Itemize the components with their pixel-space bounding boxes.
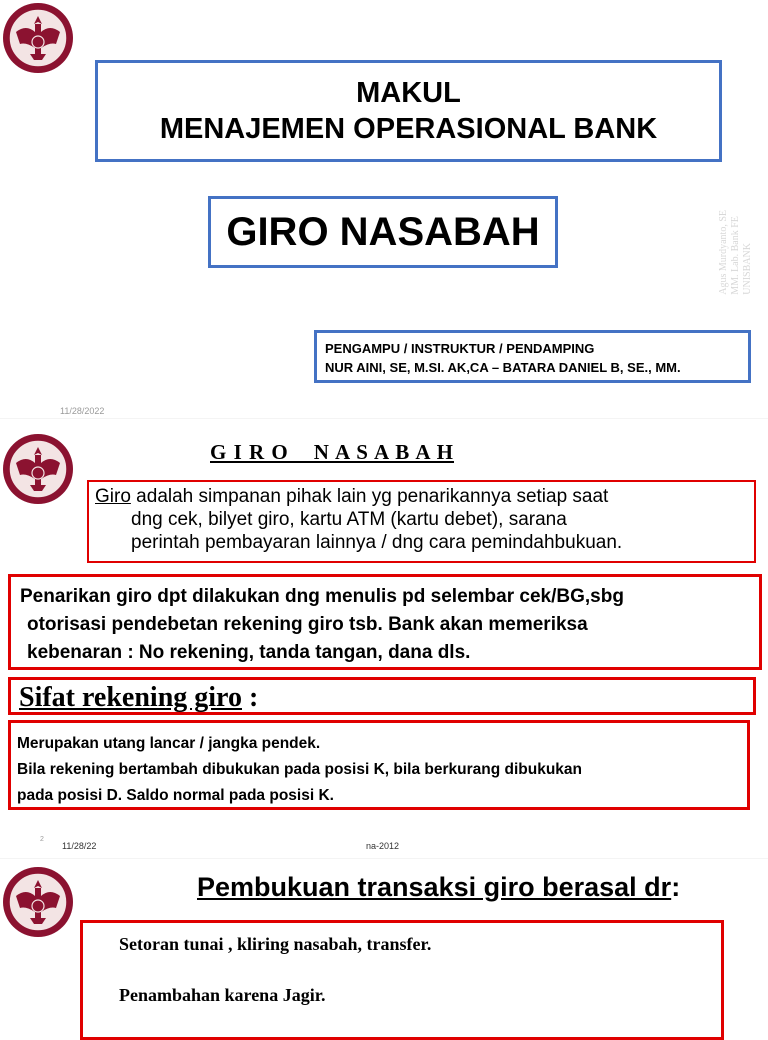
topic-title: GIRO NASABAH — [226, 209, 540, 254]
author-watermark: Agus Murdyanto, SE MM. Lab. Bank FE UNISBANK — [718, 210, 753, 295]
slide-divider — [0, 418, 768, 419]
course-title-box — [95, 60, 722, 162]
slide2-date: 11/28/22 — [62, 841, 97, 851]
penarikan-line1: Penarikan giro dpt dilakukan dng menulis pd selembar cek/BG,sbg — [20, 586, 624, 607]
slide2-footer: na-2012 — [366, 841, 400, 851]
topic-title-box — [208, 196, 558, 268]
penarikan-line2: otorisasi pendebetan rekening giro tsb. Bank akan memeriksa — [27, 614, 588, 635]
slide-divider — [0, 858, 768, 859]
penarikan-box — [8, 574, 762, 670]
sifat-colon: : — [241, 682, 259, 713]
giro-definition-box — [87, 480, 756, 563]
giro-definition-line2: dng cek, bilyet giro, kartu ATM (kartu debet), sarana — [131, 509, 567, 530]
slide2-heading: G I R O N A S A B A H — [210, 440, 454, 464]
instructor-label: PENGAMPU / INSTRUKTUR / PENDAMPING — [325, 341, 595, 356]
instructor-box — [314, 330, 751, 383]
giro-definition-text: adalah simpanan pihak lain yg penarikannya setiap saat — [130, 486, 609, 507]
giro-definition-line3: perintah pembayaran lainnya / dng cara pemindahbukuan. — [131, 532, 623, 553]
pembukuan-box — [80, 920, 724, 1040]
instructor-names: NUR AINI, SE, M.SI. AK,CA – BATARA DANIEL B, SE., MM. — [325, 360, 681, 375]
sifat-description-box — [8, 720, 750, 810]
sifat-heading: Sifat rekening giro — [19, 682, 242, 713]
pembukuan-item2: Penambahan karena Jagir. — [119, 985, 326, 1005]
sifat-line1: Merupakan utang lancar / jangka pendek. — [17, 735, 321, 752]
slide2-page-number: 2 — [40, 836, 44, 843]
course-title-line2: MENAJEMEN OPERASIONAL BANK — [159, 113, 658, 145]
bank-logo-icon — [2, 866, 74, 938]
penarikan-line3: kebenaran : No rekening, tanda tangan, dana dls. — [27, 642, 471, 663]
sifat-line2: Bila rekening bertambah dibukukan pada posisi K, bila berkurang dibukukan — [17, 761, 583, 778]
giro-term: Giro — [95, 486, 131, 507]
slide3-heading: Pembukuan transaksi giro berasal dr: — [197, 872, 681, 902]
course-title-line1: MAKUL — [356, 77, 461, 109]
sifat-heading-box — [8, 677, 756, 715]
slide1-date: 11/28/2022 — [60, 406, 105, 416]
pembukuan-item1: Setoran tunai , kliring nasabah, transfer. — [119, 934, 432, 954]
sifat-line3: pada posisi D. Saldo normal pada posisi K. — [17, 787, 334, 804]
bank-logo-icon — [2, 2, 74, 74]
bank-logo-icon — [2, 433, 74, 505]
